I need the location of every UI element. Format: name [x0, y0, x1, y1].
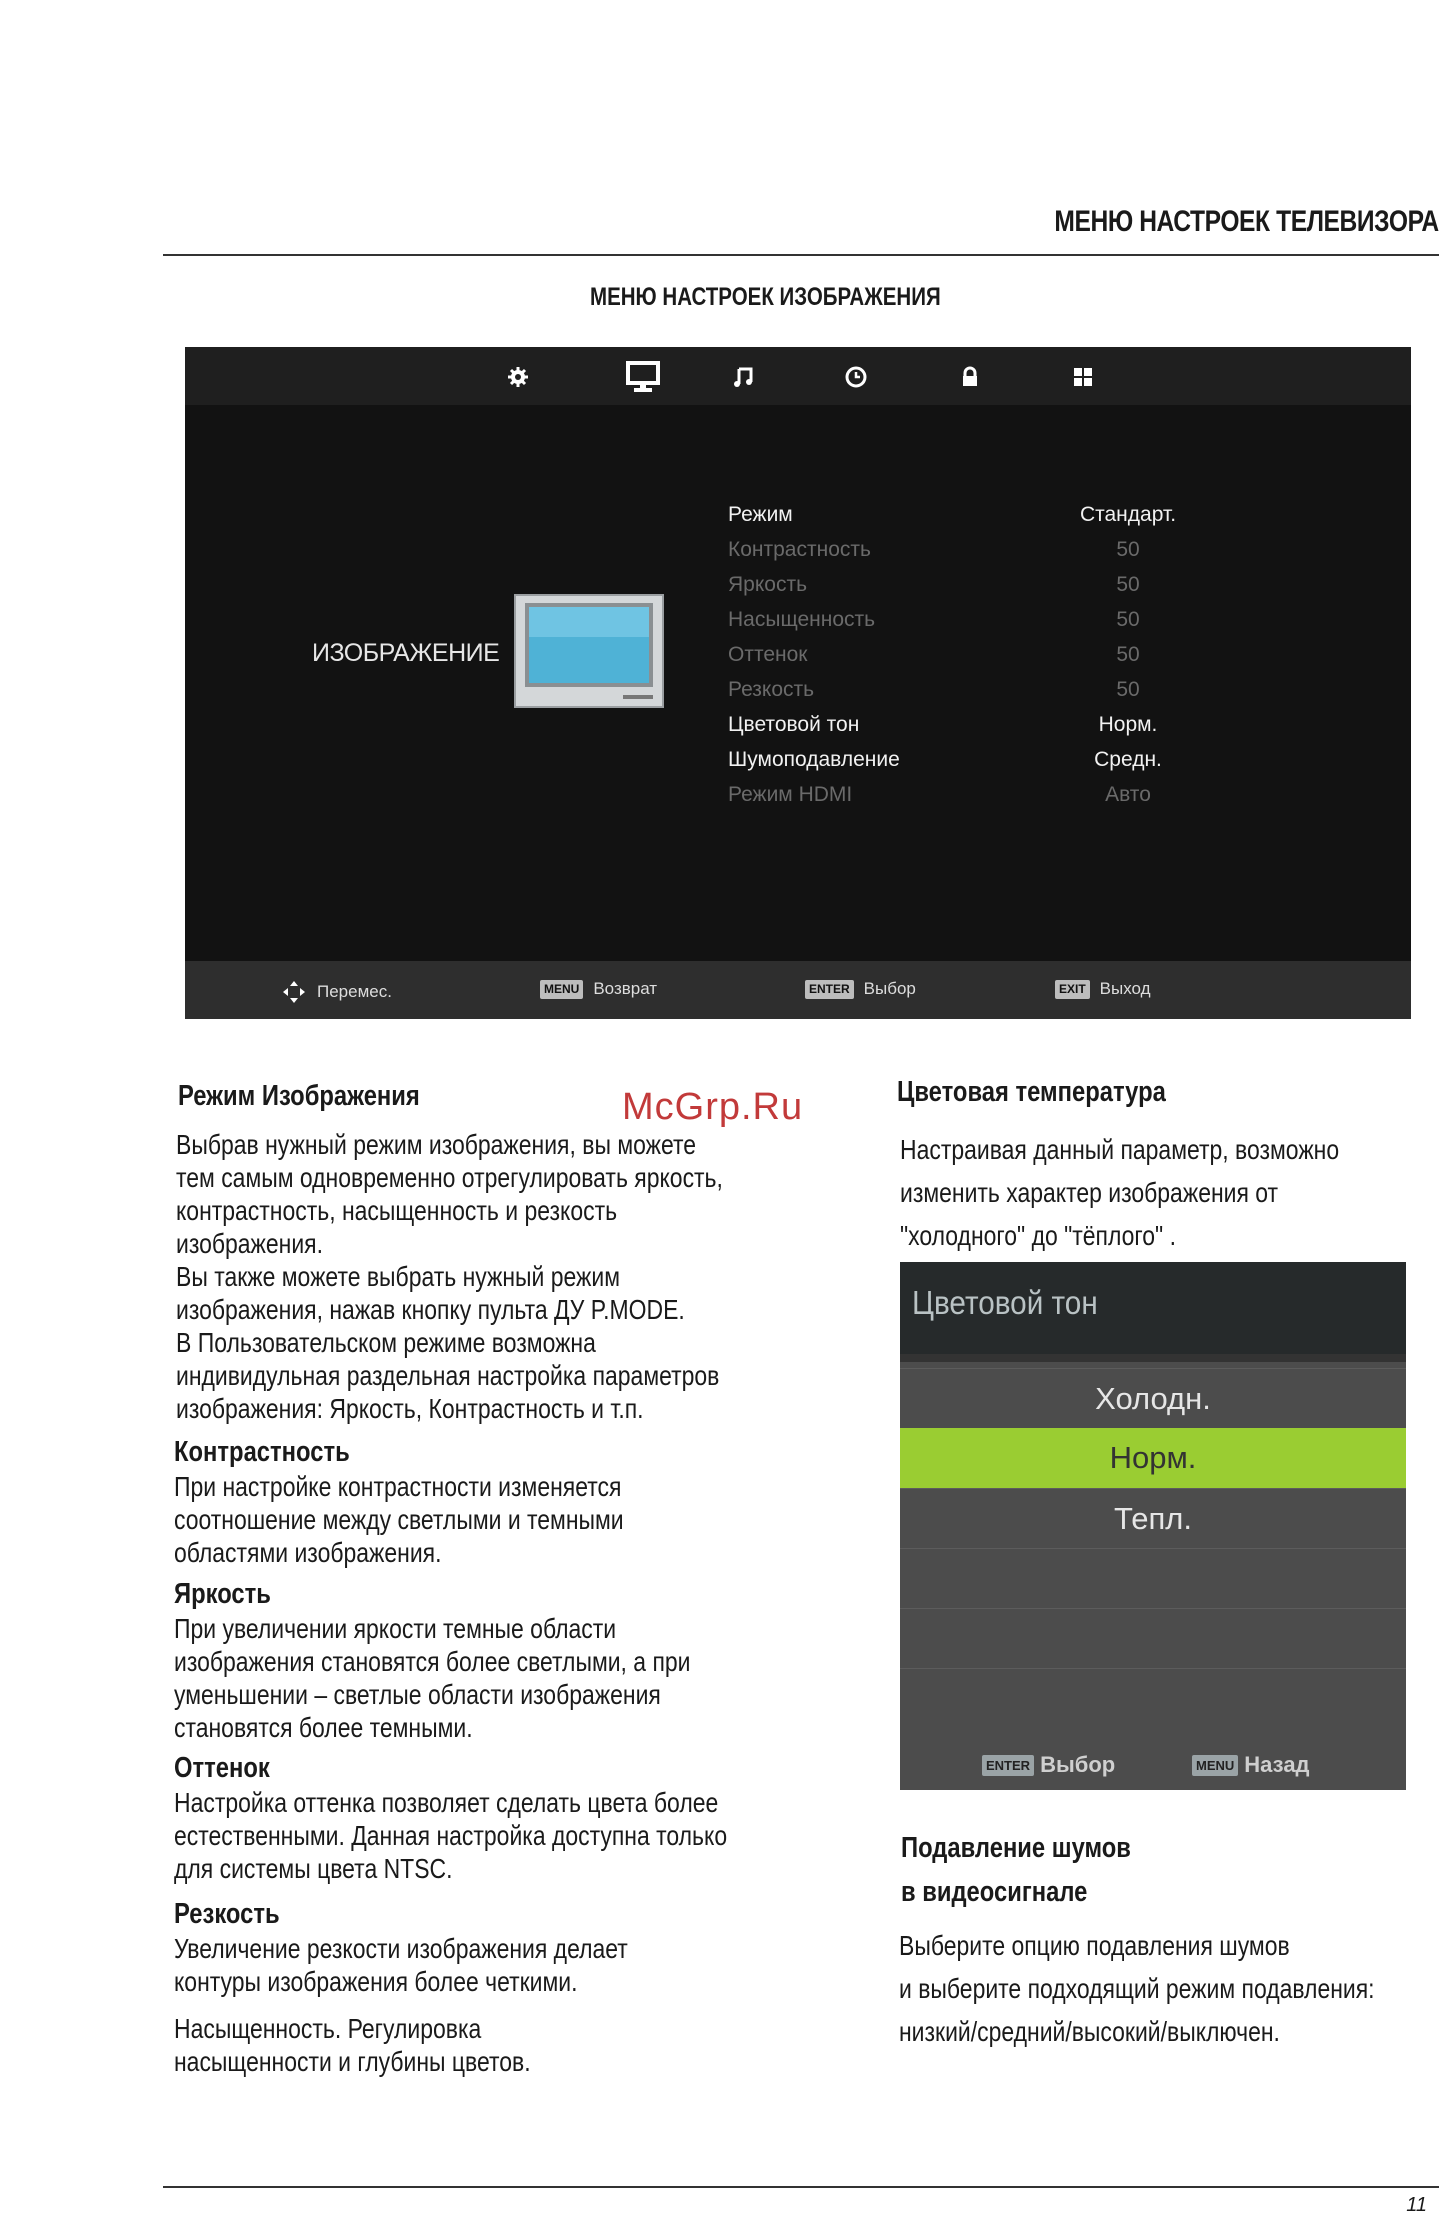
contrast-text: При настройке контрастности изменяется соотношение между светлыми и темными областями изображения. [174, 1471, 624, 1568]
footer-exit [1055, 979, 1151, 999]
enter-key-icon: ENTER [805, 980, 854, 999]
section-title: МЕНЮ НАСТРОЕК ИЗОБРАЖЕНИЯ [590, 283, 941, 311]
option-empty [900, 1668, 1406, 1729]
noise-heading: Подавление шумов в видеосигнале [901, 1832, 1131, 1908]
tv-picture-menu [185, 347, 1411, 1019]
music-note-icon[interactable] [723, 357, 763, 397]
option-warm[interactable]: Тепл. [900, 1488, 1406, 1549]
grid-icon[interactable] [1063, 357, 1103, 397]
popup-footer [900, 1740, 1406, 1790]
monitor-icon[interactable] [623, 357, 663, 397]
saturation-text: Насыщенность. Регулировка насыщенности и глубины цветов. [174, 2013, 531, 2077]
menu-tab-bar [185, 347, 1411, 405]
picture-mode-text: Выбрав нужный режим изображения, вы можете тем самым одновременно отрегулировать яркость, контрастность, насыщенность и резкость изображения. Вы также можете выбрать нужный режим изображения, нажав кнопку пульта ДУ P.MODE. В Пользовательском режиме возможна индивидульная раздельная настройка параметров изображения: Яркость, Контрастность и т.п. [176, 1129, 723, 1424]
enter-key-icon: ENTER [982, 1755, 1034, 1776]
arrows-icon [281, 979, 307, 1005]
popup-footer-back [1192, 1752, 1310, 1778]
menu-item-mode[interactable]: Режим Стандарт. [728, 503, 1177, 526]
footer-select-label: Выбор [863, 979, 916, 998]
popup-back-label: Назад [1244, 1752, 1310, 1777]
header-rule [163, 254, 1439, 256]
footer-back [540, 979, 657, 999]
menu-item-hdmi-mode[interactable]: Режим HDMI Авто [728, 783, 1151, 806]
sharpness-text: Увеличение резкости изображения делает контуры изображения более четкими. [174, 1933, 628, 1997]
menu-key-icon: MENU [540, 980, 583, 999]
menu-item-contrast[interactable]: Контрастность 50 [728, 538, 1140, 561]
menu-item-color-tone[interactable]: Цветовой тон Норм. [728, 713, 1158, 736]
watermark-text: McGrp.Ru [622, 1086, 804, 1128]
popup-title-bar [900, 1262, 1406, 1354]
footer-back-label: Возврат [593, 979, 658, 998]
sharpness-heading: Резкость [174, 1898, 280, 1930]
brightness-text: При увеличении яркости темные области изображения становятся более светлыми, а при уменьшении – светлые области изображения становятся более темными. [174, 1613, 691, 1743]
menu-item-tint[interactable]: Оттенок 50 [728, 643, 1140, 666]
popup-divider [900, 1354, 1406, 1362]
menu-footer [185, 961, 1411, 1019]
tv-illustration-icon [513, 593, 665, 709]
option-empty [900, 1548, 1406, 1609]
option-normal[interactable]: Норм. [900, 1428, 1406, 1488]
exit-key-icon: EXIT [1055, 980, 1090, 999]
picture-mode-heading: Режим Изображения [178, 1080, 420, 1112]
footer-move-label: Перемес. [317, 982, 392, 1001]
option-cold[interactable]: Холодн. [900, 1368, 1406, 1429]
menu-item-noise-reduction[interactable]: Шумоподавление Средн. [728, 748, 1162, 771]
option-empty [900, 1608, 1406, 1669]
footer-select [805, 979, 916, 999]
menu-body [185, 405, 1411, 961]
footer-rule [163, 2186, 1439, 2188]
footer-exit-label: Выход [1099, 979, 1151, 998]
color-temp-text: Настраивая данный параметр, возможно изменить характер изображения от "холодного" до "тёплого" . [900, 1134, 1340, 1251]
color-tone-popup [900, 1262, 1406, 1790]
lock-icon[interactable] [950, 357, 990, 397]
popup-title: Цветовой тон [912, 1284, 1098, 1321]
brightness-heading: Яркость [174, 1578, 271, 1610]
menu-key-icon: MENU [1192, 1755, 1238, 1776]
page-title: МЕНЮ НАСТРОЕК ТЕЛЕВИЗОРА [1054, 205, 1439, 238]
footer-move [281, 979, 392, 1005]
popup-select-label: Выбор [1040, 1752, 1116, 1777]
popup-footer-select [982, 1752, 1115, 1778]
clock-icon[interactable] [836, 357, 876, 397]
menu-item-brightness[interactable]: Яркость 50 [728, 573, 1140, 596]
tint-heading: Оттенок [174, 1752, 270, 1784]
contrast-heading: Контрастность [174, 1436, 350, 1468]
menu-item-sharpness[interactable]: Резкость 50 [728, 678, 1140, 701]
noise-text: Выберите опцию подавления шумов и выберите подходящий режим подавления: низкий/средний/высокий/выключен. [899, 1930, 1375, 2047]
tint-text: Настройка оттенка позволяет сделать цвета более естественными. Данная настройка доступна только для системы цвета NTSC. [174, 1787, 728, 1884]
menu-item-saturation[interactable]: Насыщенность 50 [728, 608, 1140, 631]
page-number: 11 [1406, 2194, 1427, 2216]
color-temp-heading: Цветовая температура [897, 1076, 1166, 1108]
menu-category-label: ИЗОБРАЖЕНИЕ [312, 639, 500, 667]
gear-icon[interactable] [498, 357, 538, 397]
